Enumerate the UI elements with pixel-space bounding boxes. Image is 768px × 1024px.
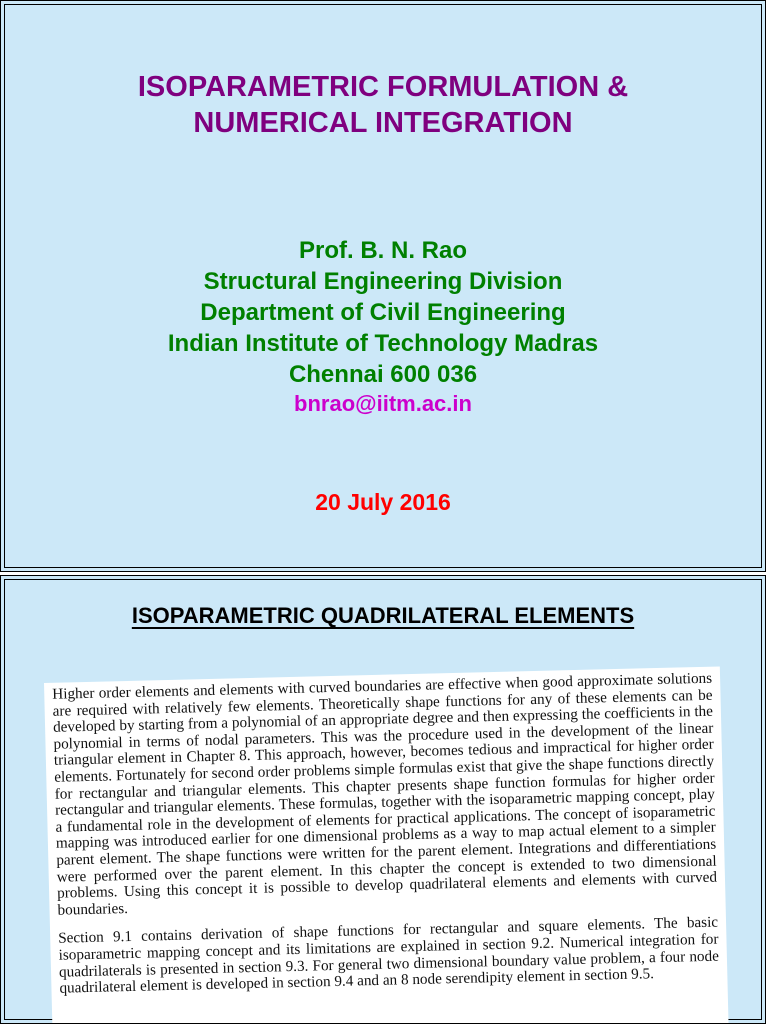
scanned-text-excerpt [44, 666, 729, 1024]
author-email: bnrao@iitm.ac.in [294, 391, 472, 416]
city-address: Chennai 600 036 [288, 361, 478, 388]
excerpt-paragraph-2: Section 9.1 contains derivation of shape functions for rectangular and square elements. The basic isoparametric mapping concept and its limitations are explained in section 9.2. Numerical integration for quadrilaterals is presented in section 9.3. For general two dimensional boundary value problem, a four node quadrilateral element is developed in section 9.4 and an 8 node serendipity element in section 9.5. [58, 913, 720, 997]
slide-title-line-1: ISOPARAMETRIC FORMULATION & [137, 71, 629, 103]
institute-name: Indian Institute of Technology Madras [167, 330, 599, 357]
content-slide [0, 575, 766, 1024]
division-name: Structural Engineering Division [203, 268, 563, 295]
slide-heading-text: ISOPARAMETRIC QUADRILATERAL ELEMENTS [131, 603, 635, 628]
department-name: Department of Civil Engineering [200, 299, 566, 326]
slide-title-line-2: NUMERICAL INTEGRATION [193, 107, 573, 139]
excerpt-paragraph-1: Higher order elements and elements with curved boundaries are effective when good approximate solutions are required with relatively few elements. Theoretically shape functions for any of these elements can be developed by starting from a polynomial of an appropriate degree and then expressing the coefficients in the polynomial in terms of nodal parameters. This was the procedure used in the development of the linear triangular element in Chapter 8. This approach, however, becomes tedious and impractical for higher order elements. Fortunately for second order problems simple formulas exist that give the shape functions directly for rectangular and triangular elements. This chapter presents shape function formulas for higher order rectangular and triangular elements. These formulas, together with the isoparametric mapping concept, play a fundamental role in the development of elements for practical applications. The concept of isoparametric mapping was introduced earlier for one dimensional problems as a way to map actual element to a simpler parent element. The shape functions were written for the parent element. Integrations and differentiations were performed over the parent element. In this chapter the concept is extended to two dimensional problems. Using this concept it is possible to develop quadrilateral elements and elements with curved boundaries. [52, 669, 718, 919]
presentation-date: 20 July 2016 [315, 489, 451, 515]
slide-heading [1, 602, 765, 630]
author-name: Prof. B. N. Rao [298, 237, 467, 264]
